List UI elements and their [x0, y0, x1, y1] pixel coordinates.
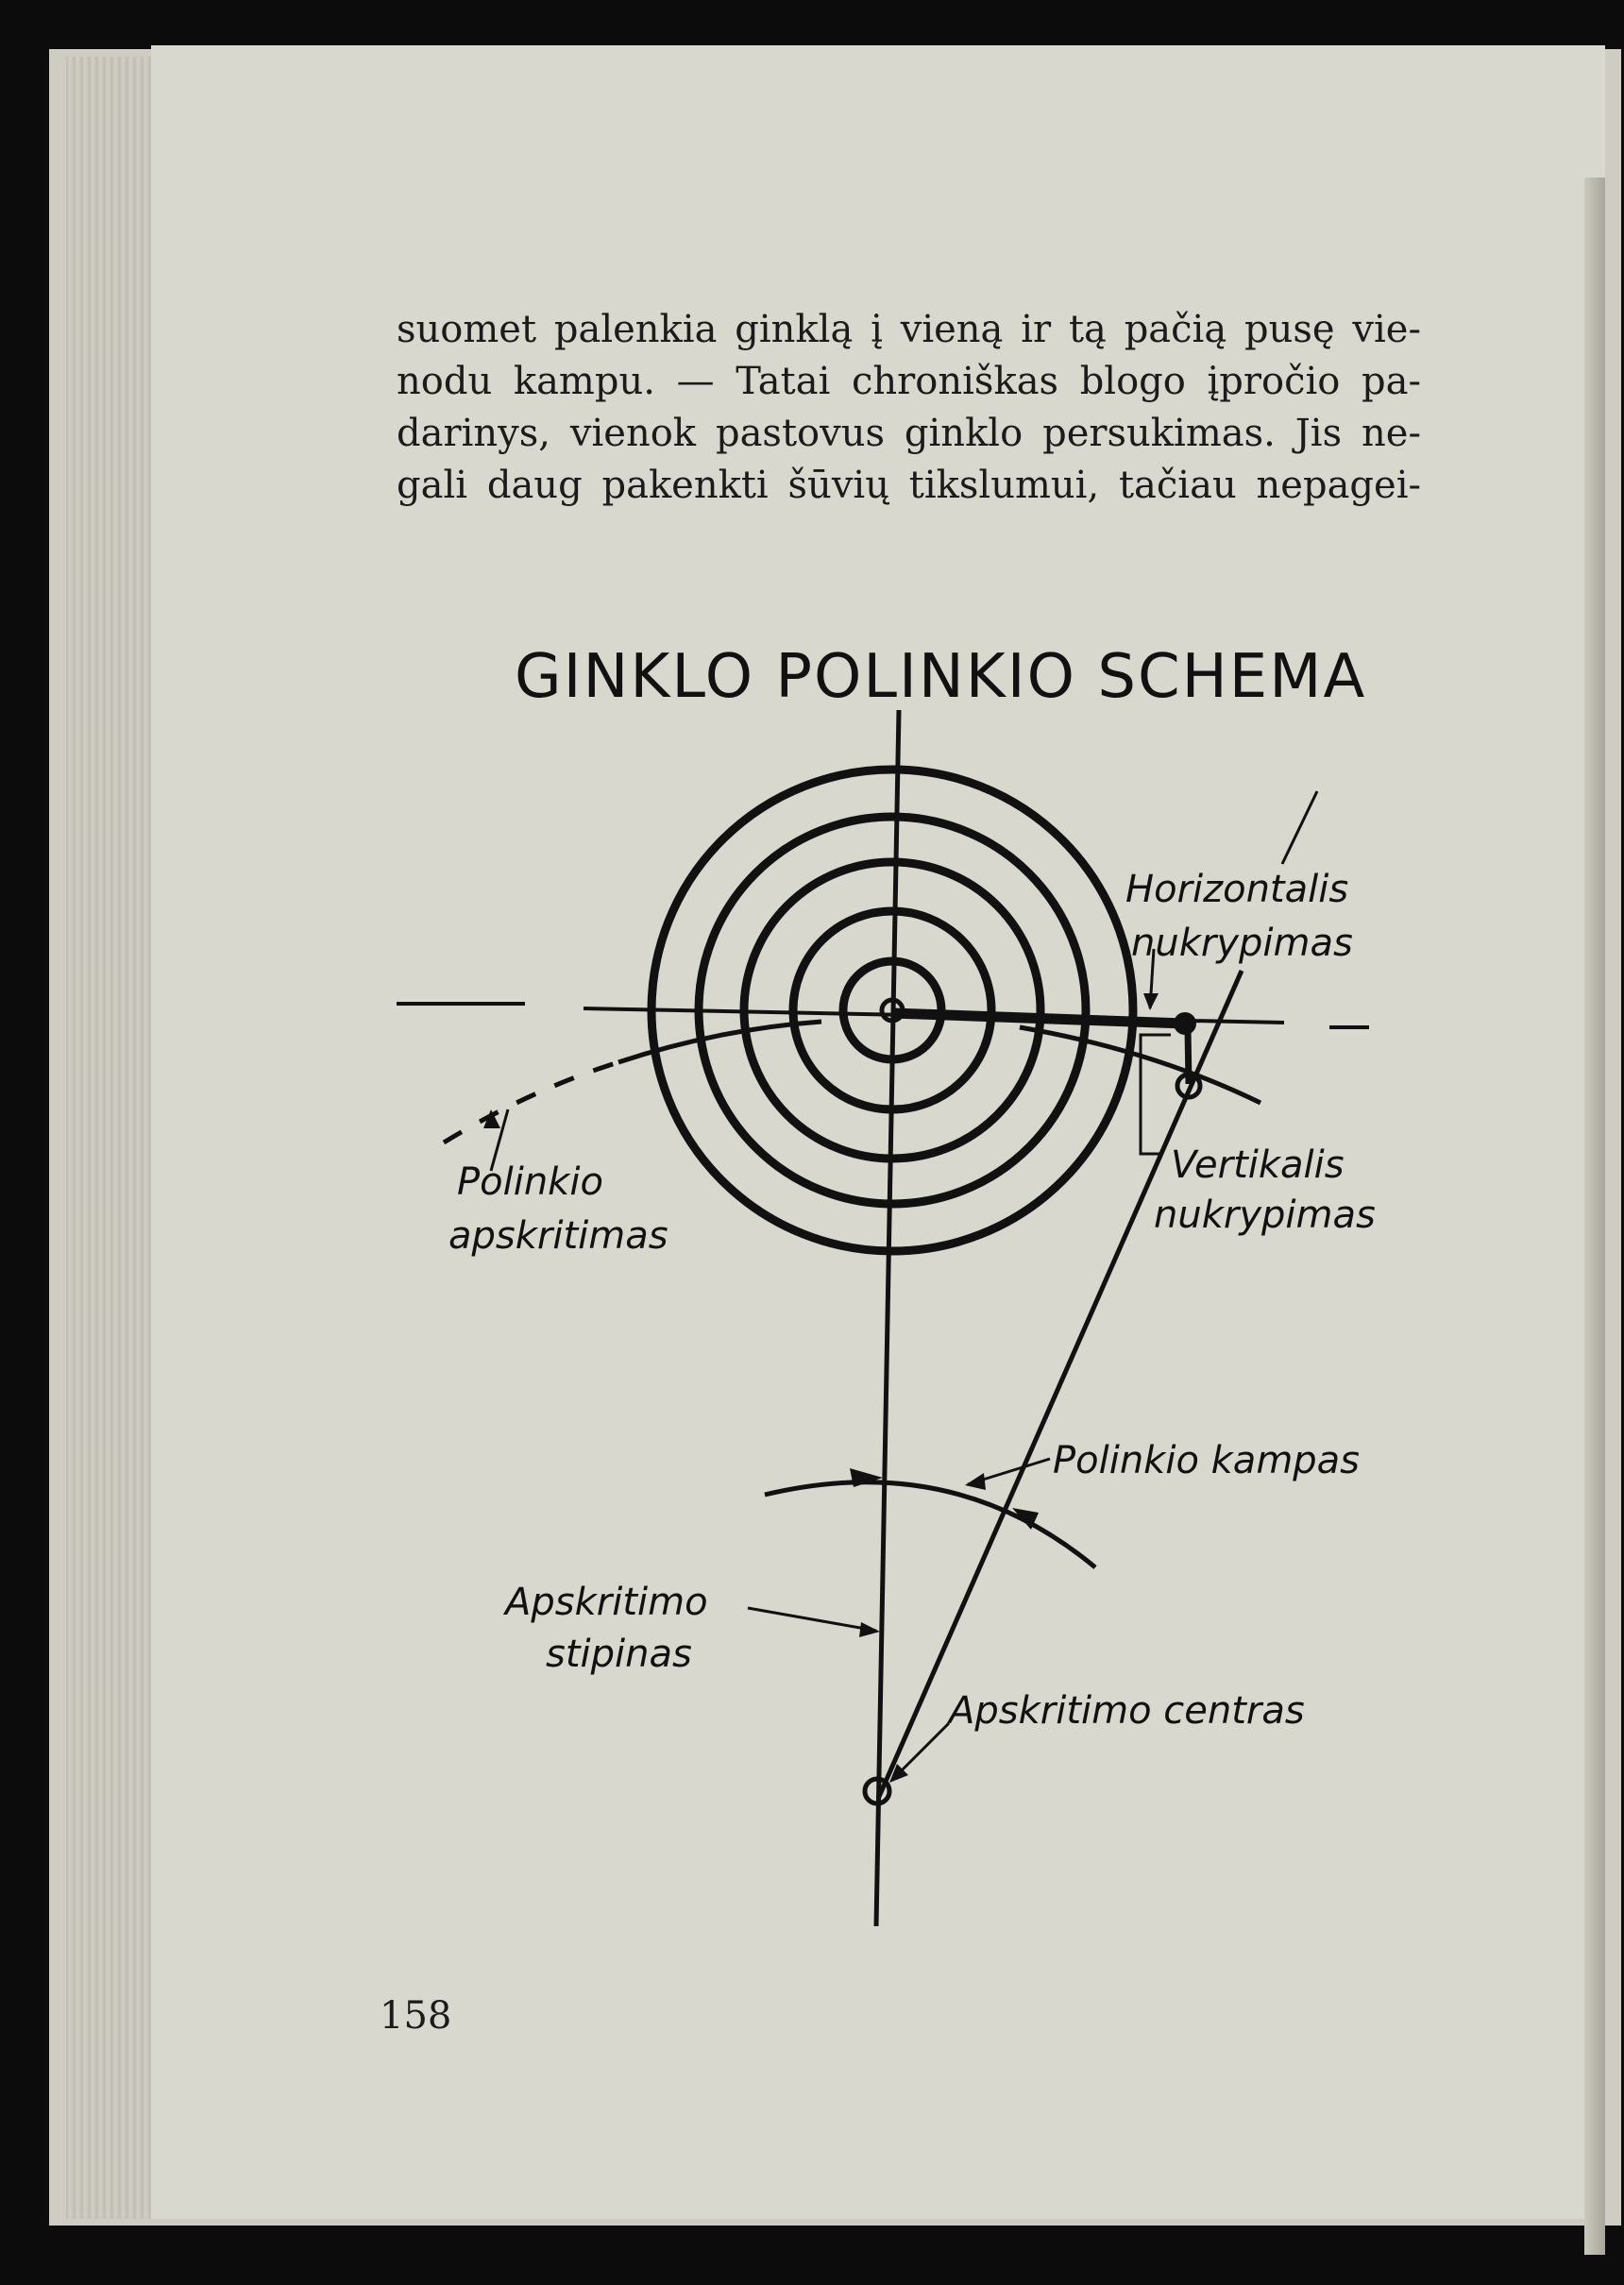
label-tilt-circle-2: apskritimas	[448, 1214, 668, 1258]
inclined-radius-line	[878, 971, 1242, 1799]
label-vertical-2: nukrypimas	[1154, 1193, 1376, 1237]
vertical-axis	[876, 710, 899, 1926]
label-tilt-circle-1: Polinkio	[457, 1160, 603, 1204]
figure-title: GINKLO POLINKIO SCHEMA	[515, 642, 1367, 712]
label-radius-1: Apskritimo	[505, 1581, 708, 1624]
label-radius-2: stipinas	[546, 1633, 692, 1676]
label-vertical-1: Vertikalis	[1171, 1143, 1345, 1187]
text-line: darinys, vienok pastovus ginklo persukimas. Jis ne-	[397, 412, 1421, 455]
text-line: nodu kampu. — Tatai chroniškas blogo įpročio pa-	[397, 360, 1421, 403]
label-tilt-angle: Polinkio kampas	[1053, 1439, 1361, 1482]
text-line: suomet palenkia ginklą į vieną ir tą pačią pusę vie-	[397, 308, 1421, 351]
label-center: Apskritimo centras	[949, 1689, 1305, 1733]
tilt-circle-dashed	[444, 1062, 618, 1142]
label-horizontal-2: nukrypimas	[1131, 922, 1353, 965]
label-horizontal-1: Horizontalis	[1125, 868, 1349, 911]
page-number: 158	[380, 1994, 452, 2038]
tilt-angle-arc	[765, 1482, 1095, 1567]
text-line: gali daug pakenkti šūvių tikslumui, tačiau nepagei-	[397, 464, 1421, 507]
